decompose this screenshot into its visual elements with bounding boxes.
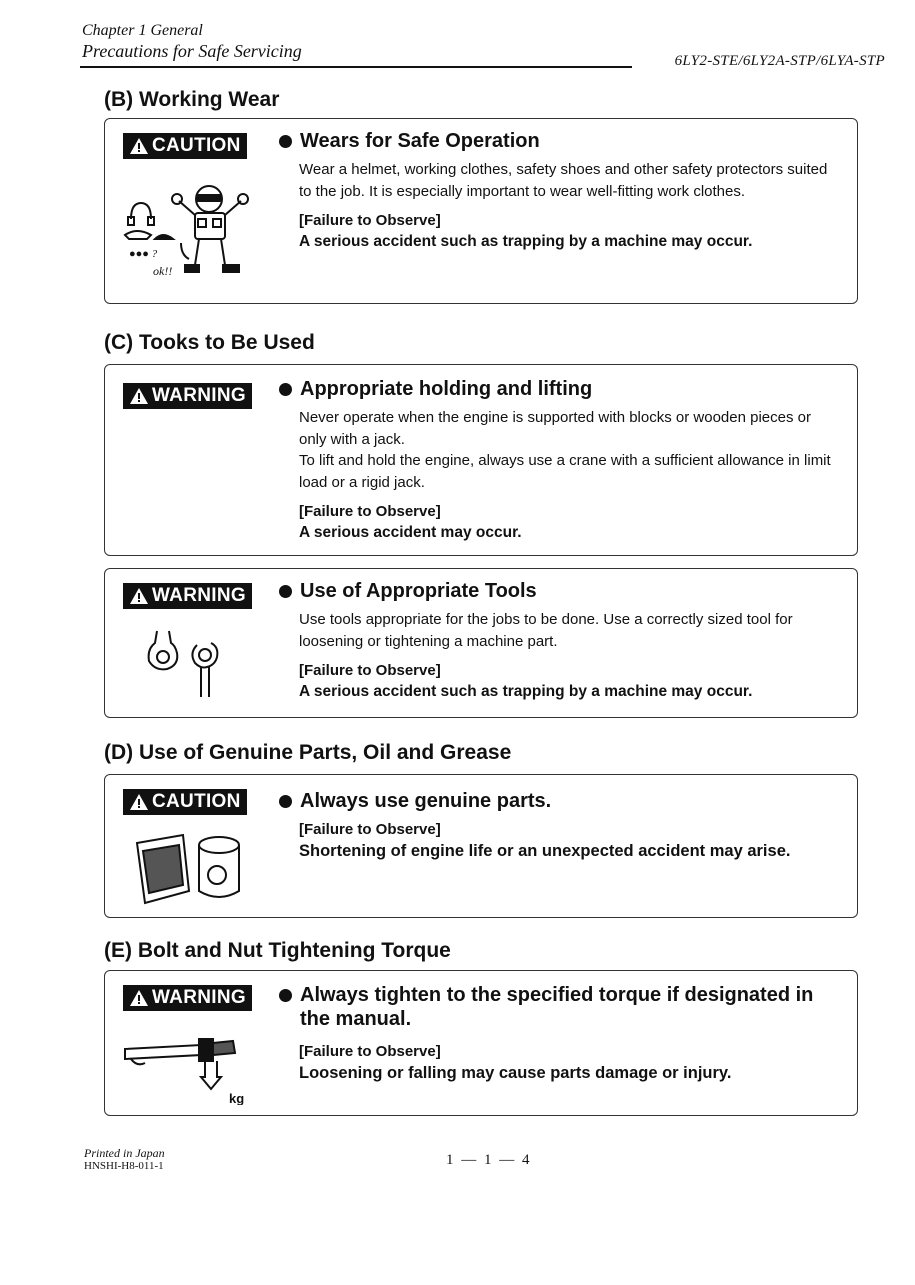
heading-text: Wears for Safe Operation <box>300 130 540 152</box>
item-heading <box>279 579 839 603</box>
heading-text: Always use genuine parts. <box>300 790 552 812</box>
item-heading <box>279 789 839 813</box>
model-numbers: 6LY2-STE/6LY2A-STP/6LYA-STP <box>674 53 885 69</box>
item-body: Wear a helmet, working clothes, safety shoes and other safety protectors suited to the job. It is especially important to wear well-fitting work clothes. <box>299 161 828 200</box>
warning-triangle-icon <box>129 587 149 605</box>
failure-label: [Failure to Observe] <box>299 503 441 520</box>
document-code: HNSHI-H8-011-1 <box>84 1160 164 1172</box>
bullet-icon <box>279 989 292 1002</box>
warning-triangle-icon <box>129 989 149 1007</box>
heading-text: Appropriate holding and lifting <box>300 378 593 400</box>
warning-badge <box>123 985 252 1011</box>
header-rule <box>80 66 632 68</box>
section-title-tools: (C) Tooks to Be Used <box>104 331 315 354</box>
genuine-parts-content <box>279 789 839 861</box>
failure-label: [Failure to Observe] <box>299 662 441 679</box>
badge-label: CAUTION <box>152 135 241 156</box>
section-title-working-wear: (B) Working Wear <box>104 88 280 111</box>
failure-label: [Failure to Observe] <box>299 1043 441 1060</box>
ok-handwritten-label: ok!! <box>153 264 173 278</box>
printed-in-japan: Printed in Japan <box>84 1146 165 1160</box>
badge-label: WARNING <box>152 987 246 1008</box>
item-body: Use tools appropriate for the jobs to be done. Use a correctly sized tool for loosening or tightening a machine part. <box>299 611 793 650</box>
badge-label: WARNING <box>152 385 246 406</box>
caution-box-genuine-parts <box>104 774 858 918</box>
warning-box-torque <box>104 970 858 1116</box>
failure-text: Loosening or falling may cause parts damage or injury. <box>299 1064 732 1082</box>
torque-wrench-icon <box>121 1033 261 1105</box>
protective-gear-worker-icon <box>123 181 253 281</box>
svg-text:●●● ?​: ●●● ?​ <box>129 248 158 260</box>
failure-text: A serious accident such as trapping by a machine may occur. <box>299 683 753 700</box>
failure-text: A serious accident may occur. <box>299 524 522 541</box>
chapter-title: Chapter 1 General <box>82 22 203 39</box>
item-body: To lift and hold the engine, always use a crane with a sufficient allowance in limit load or a rigid jack. <box>299 452 831 491</box>
failure-text: A serious accident such as trapping by a machine may occur. <box>299 233 753 250</box>
torque-content <box>279 983 839 1083</box>
bullet-icon <box>279 383 292 396</box>
working-wear-content <box>279 129 839 251</box>
heading-text: Always tighten to the specified torque if designated in the manual. <box>300 984 814 1030</box>
holding-lifting-content <box>279 377 839 542</box>
caution-box-working-wear <box>104 118 858 304</box>
warning-triangle-icon <box>129 387 149 405</box>
warning-box-appropriate-tools <box>104 568 858 718</box>
wrench-tools-icon <box>145 623 235 703</box>
bullet-icon <box>279 135 292 148</box>
badge-label: CAUTION <box>152 791 241 812</box>
failure-text: Shortening of engine life or an unexpected accident may arise. <box>299 842 791 860</box>
failure-label: [Failure to Observe] <box>299 212 441 229</box>
caution-badge <box>123 133 247 159</box>
appropriate-tools-content <box>279 579 839 701</box>
bullet-icon <box>279 795 292 808</box>
section-title-torque: (E) Bolt and Nut Tightening Torque <box>104 939 451 962</box>
badge-label: WARNING <box>152 585 246 606</box>
failure-label: [Failure to Observe] <box>299 821 441 838</box>
section-title-genuine-parts: (D) Use of Genuine Parts, Oil and Grease <box>104 741 512 764</box>
warning-box-holding-lifting <box>104 364 858 556</box>
item-heading <box>279 129 839 153</box>
warning-badge <box>123 383 252 409</box>
genuine-parts-package-icon <box>133 831 243 911</box>
bullet-icon <box>279 585 292 598</box>
heading-text: Use of Appropriate Tools <box>300 580 537 602</box>
section-subtitle: Precautions for Safe Servicing <box>82 41 302 61</box>
item-body: Never operate when the engine is supported with blocks or wooden pieces or only with a jack. <box>299 409 811 448</box>
warning-triangle-icon <box>129 137 149 155</box>
caution-badge <box>123 789 247 815</box>
warning-triangle-icon <box>129 793 149 811</box>
page-number: 1 — 1 — 4 <box>446 1152 532 1168</box>
item-heading <box>279 377 839 401</box>
item-heading <box>279 983 839 1031</box>
kg-label: kg <box>229 1091 245 1105</box>
warning-badge <box>123 583 252 609</box>
